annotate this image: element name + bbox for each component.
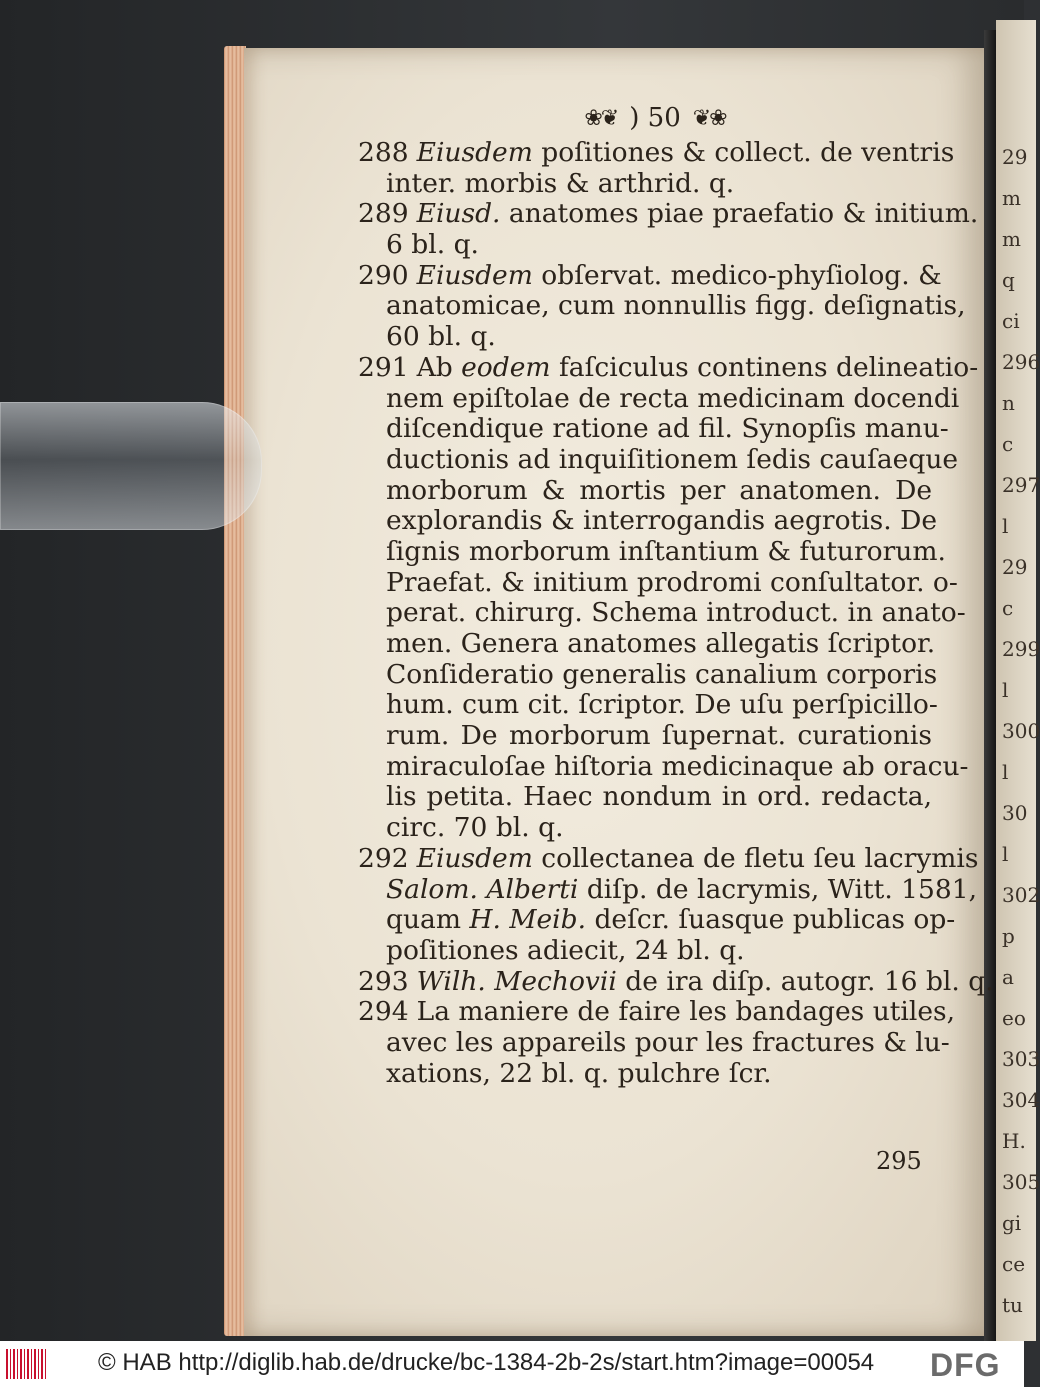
entry-number: 294 [358,996,409,1028]
next-page-mark: a [1002,965,1014,989]
entry-text: morborum & mortis per anatomen. De [386,474,932,506]
next-page-mark: 296 [1002,350,1040,374]
entry-line [358,137,955,169]
entry-line [358,842,979,875]
next-page-mark: p [1002,924,1015,948]
entry-line [358,1026,950,1059]
next-page-mark: l [1002,678,1009,702]
entry-line [358,535,946,568]
entry-line [358,443,959,476]
entry-line [358,628,936,660]
entry-text: miraculoſae hiſtoria medicinaque ab oracu- [386,750,969,782]
hab-barcode-icon [6,1349,48,1379]
entry-line [358,198,979,230]
next-page-mark: 29 [1002,555,1028,579]
page-number: ) 50 [629,103,681,133]
entry-text: La maniere de faire les bandages utiles, [416,996,956,1028]
entry-text: men. Genera anatomes allegatis ſcriptor. [386,628,936,659]
next-page-mark: c [1002,596,1014,620]
entry-text: anatomicae, cum nonnullis figg. deſignatis, [386,290,966,322]
next-page-mark: 297 [1002,473,1040,497]
entry-text: faſciculus continens delineatio- [550,351,979,383]
entry-text: ſignis morborum inſtantium & futurorum. [386,535,946,567]
entry-line [358,996,956,1028]
entry-number: 292 [358,842,409,874]
entry-text: 6 bl. q. [386,229,479,261]
catalog-entries [358,137,994,1089]
catalog-entry [358,259,966,353]
next-page-mark: H. [1002,1129,1026,1153]
entry-text: 60 bl. q. [386,321,496,353]
next-page-mark: ci [1002,309,1020,333]
entry-text: rum. De morborum ſupernat. curationis [386,720,932,752]
entry-text: Eiusd. [416,198,501,230]
next-page-mark: 303 [1002,1047,1040,1071]
entry-line [358,904,956,936]
next-page-mark: gi [1002,1211,1022,1235]
entry-line [358,382,960,415]
catalog-entry [358,965,994,998]
entry-text: anatomes piae praefatio & initium. [500,198,979,230]
entry-text: xations, 22 bl. q. pulchre ſcr. [386,1057,772,1089]
copyright-link[interactable]: © HAB http://diglib.hab.de/drucke/bc-1384-2b-2s/start.htm?image=00054 [98,1349,875,1376]
entry-line [358,169,932,200]
entry-text: diſcendique ratione ad fil. Synopſis manu- [386,413,949,445]
catalog-entry [358,351,979,844]
glass-clip [0,402,262,530]
entry-line [358,965,994,998]
entry-text: Eiusdem [416,259,533,291]
entry-number: 289 [358,198,409,230]
entry-line [358,597,966,629]
entry-line [358,351,979,384]
next-page-mark: l [1002,514,1009,538]
entry-number: 290 [358,259,409,291]
page-header [555,100,755,136]
entry-text: Ab [416,351,462,383]
next-page-mark: eo [1002,1006,1026,1030]
ornament-left-icon: ❀❦ [584,105,618,131]
entry-text: inter. morbis & arthrid. q. [386,167,735,199]
next-page-mark: tu [1002,1293,1023,1317]
next-page-mark: 30 [1002,801,1028,825]
entry-text: ductionis ad inquiſitionem ſedis cauſaeque [386,443,959,475]
entry-text: Wilh. Mechovii [416,965,617,997]
entry-line [358,782,932,813]
next-page-mark: m [1002,227,1021,251]
next-page-mark: 302 [1002,883,1040,907]
entry-text: obſervat. medico-phyſiolog. & [532,259,942,291]
catalog-entry [358,198,979,261]
entry-line [358,721,932,752]
entry-line [358,873,978,906]
entry-text: Salom. Alberti [386,873,579,905]
next-page-mark: n [1002,391,1015,415]
catalog-entry [358,842,979,967]
entry-text: de ira diſp. autogr. 16 bl. q. [616,965,994,997]
next-page-mark: 299 [1002,637,1040,661]
entry-line [358,230,932,261]
entry-text: Eiusdem [416,137,533,168]
entry-text: quam [386,904,470,936]
entry-text: Conſideratio generalis canalium corporis [386,658,938,690]
entry-number: 288 [358,137,409,168]
entry-text: poſitiones & collect. de ventris [532,137,955,168]
entry-line [358,505,938,537]
next-page-mark: l [1002,842,1009,866]
entry-text: diſp. de lacrymis, Witt. 1581, [578,873,978,905]
entry-text: lis petita. Haec nondum in ord. redacta, [386,781,932,813]
entry-text: deſcr. ſuasque publicas op- [586,904,956,936]
entry-line [358,566,958,599]
entry-text: hum. cum cit. ſcriptor. De uſu perſpicillo- [386,689,938,721]
next-page-mark: m [1002,186,1021,210]
entry-line [358,413,949,445]
entry-number: 293 [358,965,409,997]
entry-text: Eiusdem [416,842,533,874]
dfg-logo: DFG [930,1347,1001,1383]
entry-line [358,290,966,322]
entry-text: eodem [461,351,551,383]
page-edges [224,46,246,1336]
entry-number: 291 [358,351,409,383]
entry-text: circ. 70 bl. q. [386,812,564,844]
entry-text: perat. chirurg. Schema introduct. in anato- [386,597,966,629]
ornament-right-icon: ❦❀ [692,105,726,131]
next-page-strip [996,20,1040,1341]
entry-line [358,476,932,507]
entry-text: explorandis & interrogandis aegrotis. De [386,505,938,537]
entry-line [358,936,932,967]
entry-text: avec les appareils pour les fractures & lu- [386,1026,950,1058]
entry-line [358,259,942,292]
next-page-mark: ce [1002,1252,1026,1276]
entry-line [358,689,938,721]
next-page-mark: 304 [1002,1088,1040,1112]
next-page-mark: c [1002,432,1014,456]
entry-text: poſitiones adiecit, 24 bl. q. [386,934,745,966]
entry-text: nem epiſtolae de recta medicinam docendi [386,382,960,414]
next-page-mark: l [1002,760,1009,784]
entry-text: Praefat. & initium prodromi conſultator. o- [386,566,958,598]
entry-line [358,813,932,844]
entry-line [358,658,938,691]
next-page-mark: 305 [1002,1170,1040,1194]
entry-line [358,322,932,353]
footer-bar [0,1341,1024,1387]
entry-text: H. Meib. [469,904,587,936]
entry-line [358,750,969,783]
catalog-entry [358,137,955,199]
entry-line [358,1059,932,1090]
catalog-entry [358,996,956,1089]
catchword: 295 [876,1147,922,1175]
entry-text: collectanea de fletu ſeu lacrymis [532,842,979,874]
next-page-mark: q [1002,268,1015,292]
next-page-mark: 300 [1002,719,1040,743]
next-page-mark: 29 [1002,145,1028,169]
